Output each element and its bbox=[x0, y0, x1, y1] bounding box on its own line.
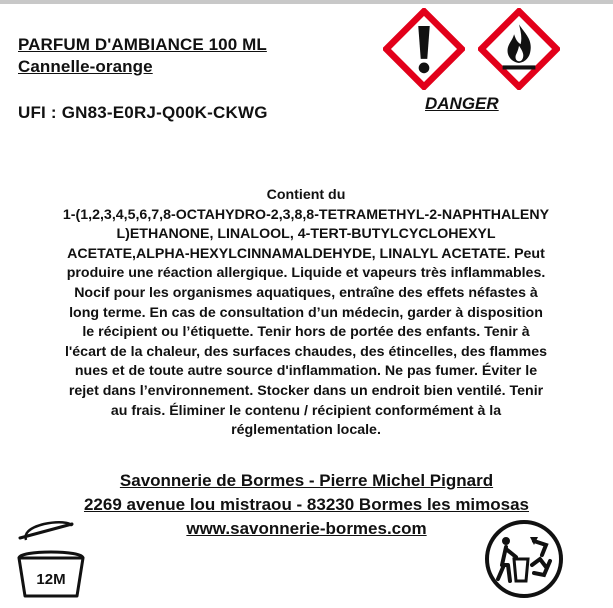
tidyman-recycle-icon bbox=[484, 519, 564, 599]
composition-line: 1-(1,2,3,4,5,6,7,8-OCTAHYDRO-2,3,8,8-TETRAMETHYL-2-NAPHTHALENY bbox=[62, 206, 550, 223]
composition-line: nues et de toute autre source d'inflammation. Ne pas fumer. Éviter le bbox=[74, 363, 538, 380]
flame-pictogram-icon bbox=[478, 8, 560, 90]
composition-line: Contient du bbox=[266, 187, 346, 203]
signal-word: DANGER bbox=[425, 94, 499, 113]
composition-line: Nocif pour les organismes aquatiques, entraîne des effets néfastes à bbox=[74, 284, 538, 301]
maker-name-line bbox=[0, 471, 613, 491]
composition-line: L)ETHANONE, LINALOOL, 4-TERT-BUTYLCYCLOHEXYL bbox=[116, 226, 496, 243]
composition-line: rejet dans l’environnement. Stocker dans un endroit bien ventilé. Tenir bbox=[68, 382, 544, 399]
maker-name: Savonnerie de Bormes - Pierre Michel Pignard bbox=[119, 471, 494, 490]
composition-text bbox=[8, 186, 604, 441]
composition-line: réglementation locale. bbox=[231, 422, 381, 439]
exclamation-mark-pictogram-icon bbox=[383, 8, 465, 90]
composition-line: long terme. En cas de consultation d’un médecin, garder à disposition bbox=[69, 304, 543, 321]
composition-line: au frais. Éliminer le contenu / récipient conformément à la bbox=[110, 402, 502, 419]
product-variant: Cannelle-orange bbox=[18, 57, 153, 76]
maker-address: 2269 avenue lou mistraou - 83230 Bormes les mimosas bbox=[83, 495, 530, 514]
product-title: PARFUM D'AMBIANCE 100 ML bbox=[18, 35, 267, 54]
composition-line: l'écart de la chaleur, des surfaces chaudes, des étincelles, des flammes bbox=[64, 343, 548, 360]
maker-website: www.savonnerie-bormes.com bbox=[186, 519, 427, 538]
composition-line: ACETATE,ALPHA-HEXYLCINNAMALDEHYDE, LINALYL ACETATE. Peut bbox=[67, 245, 545, 262]
composition-line: le récipient ou l’étiquette. Tenir hors de portée des enfants. Tenir à bbox=[82, 324, 530, 341]
pao-period: 12M bbox=[36, 571, 66, 588]
top-edge-strip bbox=[0, 0, 613, 4]
ufi-code: UFI : GN83-E0RJ-Q00K-CKWG bbox=[18, 103, 268, 122]
composition-line: produire une réaction allergique. Liquide et vapeurs très inflammables. bbox=[66, 265, 546, 282]
maker-address-line bbox=[0, 495, 613, 515]
